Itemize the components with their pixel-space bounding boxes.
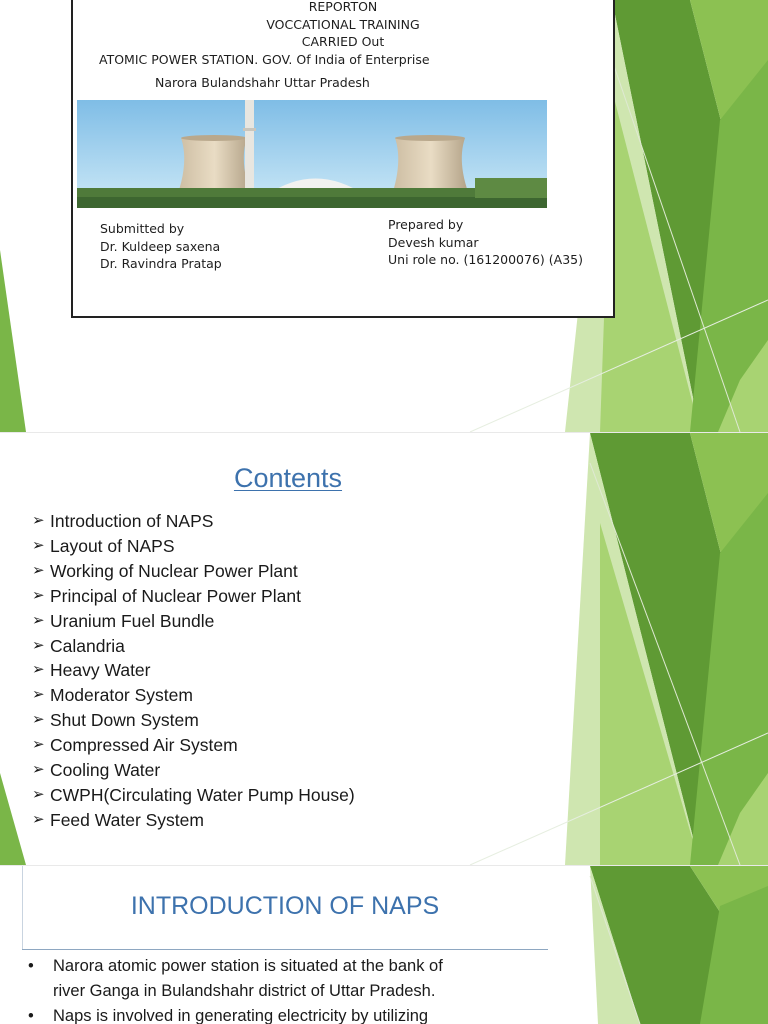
arrow-bullet-icon: ➢ [32, 761, 45, 779]
arrow-bullet-icon: ➢ [32, 512, 45, 529]
list-item [32, 783, 355, 808]
list-item-text: Naps is involved in generating electricity by utilizing [53, 1007, 429, 1024]
list-item [32, 658, 355, 683]
list-item [32, 534, 355, 559]
slide-contents [0, 433, 768, 865]
slide-title: INTRODUCTION OF NAPS [130, 892, 440, 920]
list-item-continuation [26, 979, 443, 1004]
list-item [32, 634, 355, 659]
contents-list [32, 509, 355, 833]
heading-line: VOCCATIONAL TRAINING [266, 16, 420, 32]
arrow-bullet-icon: ➢ [32, 686, 45, 704]
arrow-bullet-icon: ➢ [32, 536, 45, 554]
list-item-text: Shut Down System [50, 710, 199, 731]
list-item [32, 708, 355, 733]
arrow-bullet-icon: ➢ [32, 636, 45, 654]
intro-bullet-list [26, 954, 443, 1024]
prepared-by-block [388, 216, 583, 269]
submitted-by-block [100, 220, 222, 273]
slide-title [0, 0, 768, 432]
arrow-bullet-icon: ➢ [32, 611, 45, 629]
list-item [32, 733, 355, 758]
list-item-text: Principal of Nuclear Power Plant [50, 585, 301, 606]
list-item-text: CWPH(Circulating Water Pump House) [50, 784, 355, 805]
heading-line: Narora Bulandshahr Uttar Pradesh [155, 75, 370, 90]
arrow-bullet-icon: ➢ [32, 736, 45, 754]
title-divider [22, 949, 548, 950]
list-item-text: Narora atomic power station is situated at the bank of [53, 957, 443, 975]
list-item [32, 559, 355, 584]
arrow-bullet-icon: ➢ [32, 810, 45, 828]
list-item-text: Layout of NAPS [50, 535, 175, 556]
list-item-text: Calandria [50, 635, 125, 656]
list-item [32, 758, 355, 783]
list-item [32, 584, 355, 609]
list-item-text: Heavy Water [50, 660, 151, 681]
submitted-heading: Submitted by [100, 221, 185, 236]
slide-title: Contents [233, 463, 343, 493]
list-item-text: river Ganga in Bulandshahr district of Uttar Pradesh. [53, 982, 436, 1000]
arrow-bullet-icon: ➢ [32, 586, 45, 604]
student-name: Devesh kumar [388, 234, 479, 250]
power-plant-photo [77, 100, 547, 208]
report-heading [73, 0, 613, 92]
list-item [26, 954, 443, 979]
list-item [32, 609, 355, 634]
supervisor-name: Dr. Kuldeep saxena [100, 238, 221, 254]
prepared-heading: Prepared by [388, 217, 464, 232]
heading-line: REPORTON [308, 0, 378, 14]
bullet-icon: • [28, 1007, 34, 1024]
supervisor-name: Dr. Ravindra Pratap [100, 256, 222, 271]
list-item-text: Cooling Water [50, 760, 161, 781]
list-item [32, 509, 355, 534]
bullet-icon: • [28, 957, 34, 975]
list-item-text: Moderator System [50, 685, 193, 706]
list-item-text: Uranium Fuel Bundle [50, 610, 215, 631]
slide-introduction [0, 866, 768, 1024]
student-roll-number: Uni role no. (161200076) (A35) [388, 252, 583, 267]
list-item-text: Feed Water System [50, 809, 204, 830]
arrow-bullet-icon: ➢ [32, 785, 45, 803]
heading-line: ATOMIC POWER STATION. GOV. Of India of Enterprise [99, 51, 430, 67]
list-item [26, 1004, 443, 1024]
arrow-bullet-icon: ➢ [32, 711, 45, 729]
list-item-text: Working of Nuclear Power Plant [50, 560, 298, 581]
heading-line: CARRIED Out [301, 34, 385, 49]
arrow-bullet-icon: ➢ [32, 561, 45, 579]
list-item [32, 808, 355, 833]
list-item [32, 683, 355, 708]
list-item-text: Compressed Air System [50, 735, 238, 756]
list-item-text: Introduction of NAPS [50, 511, 214, 531]
title-card [71, 0, 615, 318]
arrow-bullet-icon: ➢ [32, 661, 45, 679]
